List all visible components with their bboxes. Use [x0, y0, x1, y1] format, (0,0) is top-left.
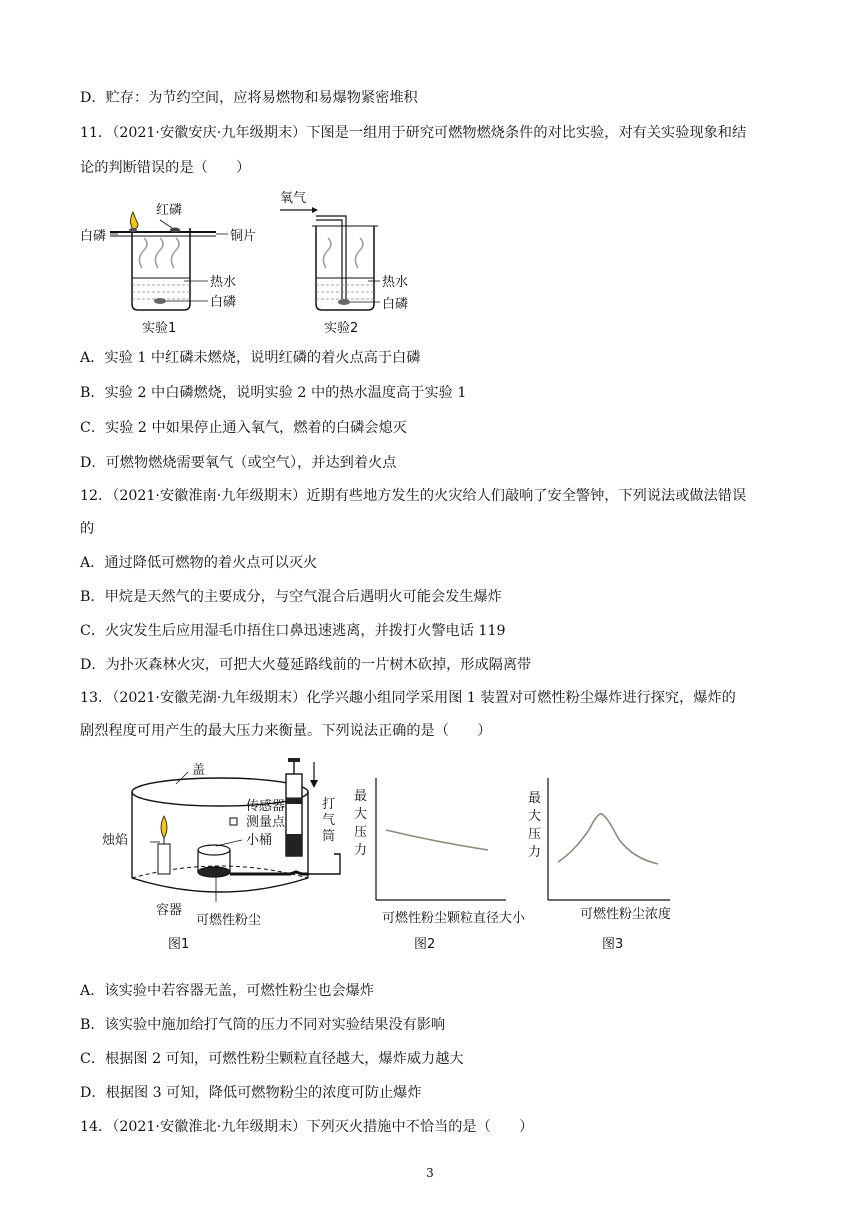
fig3-xlabel: 可燃性粉尘浓度: [580, 907, 672, 922]
label-sensor: 传感器: [246, 799, 286, 814]
label-white-phosphorus-top: 白磷: [80, 229, 107, 244]
fig2-ylabel-4: 力: [354, 843, 368, 858]
option-11-d: D．可燃物燃烧需要氧气（或空气），并达到着火点: [80, 455, 397, 471]
label-hot-water-1: 热水: [210, 275, 237, 290]
question-14-stem: 14．（2021·安徽淮北·九年级期末）下列灭火措施中不恰当的是（ ）: [80, 1119, 534, 1135]
label-oxygen: 氧气: [280, 191, 307, 206]
fig3-ylabel-2: 大: [528, 809, 542, 824]
label-fig3: 图3: [602, 937, 624, 952]
option-13-a: A．该实验中若容器无盖，可燃性粉尘也会爆炸: [80, 983, 374, 999]
label-lid: 盖: [192, 763, 206, 778]
option-11-b: B．实验 2 中白磷燃烧，说明实验 2 中的热水温度高于实验 1: [80, 385, 467, 401]
option-13-d: D．根据图 3 可知，降低可燃物粉尘的浓度可防止爆炸: [80, 1085, 422, 1101]
label-combustible-dust: 可燃性粉尘: [196, 913, 262, 928]
figure-q13: [96, 758, 696, 958]
question-12-stem-cont: 的: [80, 521, 95, 537]
option-12-a: A．通过降低可燃物的着火点可以灭火: [80, 555, 318, 571]
fig2-ylabel-1: 最: [354, 789, 368, 804]
question-11-stem-cont: 论的判断错误的是（ ）: [80, 160, 251, 176]
fig3-ylabel-1: 最: [528, 791, 542, 806]
label-pump-1: 打: [322, 797, 336, 812]
label-pump-2: 气: [322, 813, 336, 828]
question-13-stem-cont: 剧烈程度可用产生的最大压力来衡量。下列说法正确的是（ ）: [80, 723, 492, 739]
question-13-stem: 13．（2021·安徽芜湖·九年级期末）化学兴趣小组同学采用图 1 装置对可燃性粉尘爆炸进行探究，爆炸的: [80, 690, 736, 706]
option-12-d: D．为扑灭森林火灾，可把大火蔓延路线前的一片树木砍掉，形成隔离带: [80, 657, 532, 673]
label-hot-water-2: 热水: [382, 275, 409, 290]
label-container: 容器: [156, 903, 183, 918]
question-11-stem: 11．（2021·安徽安庆·九年级期末）下图是一组用于研究可燃物燃烧条件的对比实验，对有关实验现象和结: [80, 125, 747, 141]
label-pump-3: 筒: [322, 829, 336, 844]
figure-q11: [80, 188, 440, 338]
option-13-c: C．根据图 2 可知，可燃性粉尘颗粒直径越大，爆炸威力越大: [80, 1051, 464, 1067]
page-number: 3: [426, 1166, 434, 1180]
question-12-stem: 12．（2021·安徽淮南·九年级期末）近期有些地方发生的火灾给人们敲响了安全警钟，下列说法或做法错误: [80, 488, 747, 504]
option-11-c: C．实验 2 中如果停止通入氧气，燃着的白磷会熄灭: [80, 420, 407, 436]
label-fig1: 图1: [168, 937, 190, 952]
label-white-phosphorus-2: 白磷: [382, 297, 409, 312]
label-measure-point: 测量点: [246, 815, 286, 830]
label-experiment-2: 实验2: [324, 321, 359, 336]
fig2-ylabel-3: 压: [354, 825, 368, 840]
label-experiment-1: 实验1: [142, 321, 177, 336]
fig3-ylabel-3: 压: [528, 827, 542, 842]
option-12-b: B．甲烷是天然气的主要成分，与空气混合后遇明火可能会发生爆炸: [80, 589, 502, 605]
option-11-prev-d: D．贮存：为节约空间，应将易燃物和易爆物紧密堆积: [80, 90, 418, 106]
fig2-xlabel: 可燃性粉尘颗粒直径大小: [382, 911, 526, 926]
option-11-a: A．实验 1 中红磷未燃烧，说明红磷的着火点高于白磷: [80, 350, 421, 366]
label-candle-flame: 烛焰: [102, 833, 129, 848]
label-red-phosphorus: 红磷: [156, 203, 183, 218]
fig2-ylabel-2: 大: [354, 807, 368, 822]
fig3-ylabel-4: 力: [528, 845, 542, 860]
label-fig2: 图2: [414, 937, 436, 952]
option-12-c: C．火灾发生后应用湿毛巾捂住口鼻迅速逃离，并拨打火警电话 119: [80, 623, 506, 639]
option-13-b: B．该实验中施加给打气筒的压力不同对实验结果没有影响: [80, 1017, 446, 1033]
label-copper-sheet: 铜片: [230, 229, 257, 244]
label-small-bucket: 小桶: [246, 833, 273, 848]
label-white-phosphorus-1: 白磷: [210, 295, 237, 310]
